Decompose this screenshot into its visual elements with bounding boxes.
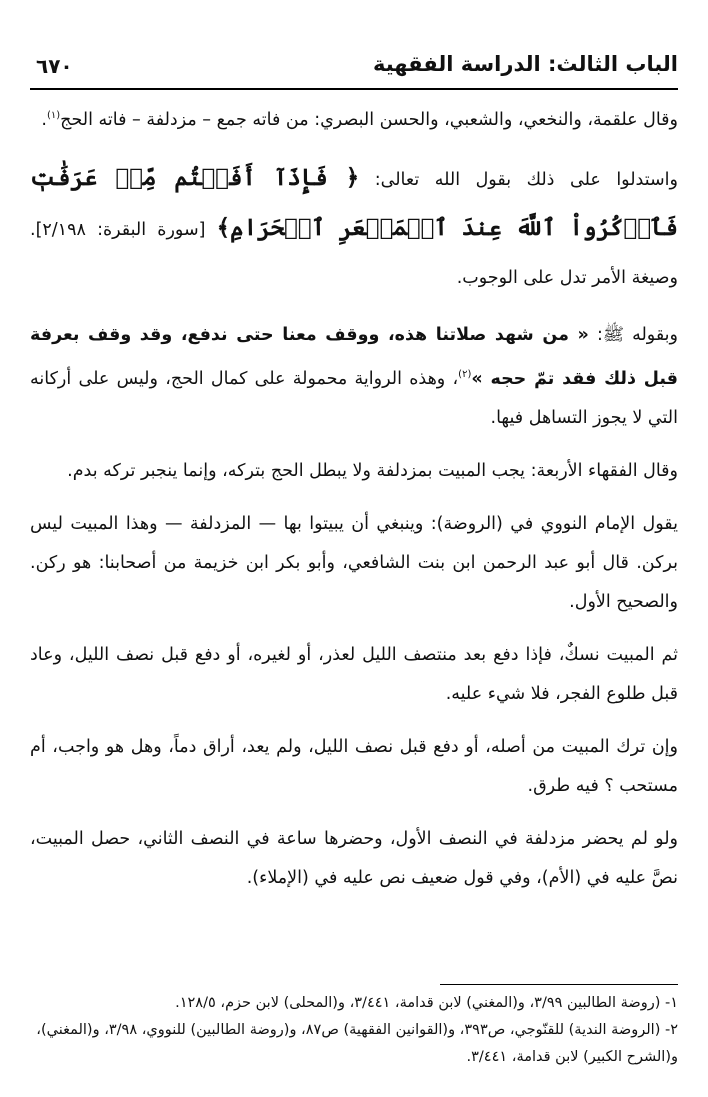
paragraph-2 [30, 154, 678, 302]
page-header [30, 52, 678, 86]
paragraph-1: وقال علقمة، والنخعي، والشعبي، والحسن البصري: من فاته جمع – مزدلفة – فاته الحج$^{(١)}$. [41, 109, 678, 130]
page-number: ٦٧٠ [36, 54, 73, 78]
hadith-quote: « من شهد صلاتنا هذه، ووقف معنا حتى ندفع، وقد وقف بعرفة قبل ذلك فقد تمّ حجه » [30, 324, 678, 389]
paragraph-8: ولو لم يحضر مزدلفة في النصف الأول، وحضرها ساعة في النصف الثاني، حصل المبيت، نصَّ عليه في (الأم)، وفي قول ضعيف نص عليه في (الإملاء). [30, 828, 678, 888]
paragraph-3-intro: وبقوله ﷺ: [588, 324, 678, 345]
paragraph-2-intro: واستدلوا على ذلك بقول الله تعالى: [374, 169, 678, 190]
paragraph-5: يقول الإمام النووي في (الروضة): وينبغي أن يبيتوا بها — المزدلفة — وهذا المبيت ليس بركن. قال أبو عبد الرحمن ابن بنت الشافعي، وأبو بكر ابن خزيمة من أصحابنا: هو ركن. والصحيح الأول. [30, 513, 678, 612]
paragraph-3-text: ، وهذه الرواية محمولة على كمال الحج، وليس على أركانه التي لا يجوز التساهل فيها. [30, 368, 678, 428]
paragraph-1-text: وقال علقمة، والنخعي، والشعبي، والحسن البصري: من فاته جمع – مزدلفة – فاته الحج [60, 109, 678, 130]
paragraph-6: ثم المبيت نسكٌ، فإذا دفع بعد منتصف الليل لعذر، أو لغيره، أو دفع قبل نصف الليل، وعاد قبل طلوع الفجر، فلا شيء عليه. [30, 644, 678, 704]
body-text [30, 96, 678, 912]
footnote-ref-2: (٢) [458, 368, 472, 380]
footnote-divider [440, 984, 678, 985]
footnote-1: ١- (روضة الطالبين ٣/٩٩، و(المغني) لابن قدامة، ٣/٤٤١، و(المحلى) لابن حزم، ١٢٨/٥. [175, 995, 678, 1011]
chapter-title: الباب الثالث: الدراسة الفقهية [372, 52, 678, 76]
paragraph-3 [30, 316, 678, 438]
footnote-2: ٢- (الروضة الندية) للقنّوجي، ص٣٩٣، و(القوانين الفقهية) ص٨٧، و(روضة الطالبين) للنووي، ٣/٩٨، و(المغني)، و(الشرح الكبير) لابن قدامة، ٣/٤٤١. [36, 1022, 678, 1065]
footnote-ref-1: (١) [46, 110, 61, 121]
paragraph-2-citation: [سورة البقرة: ٢/١٩٨]. وصيغة الأمر تدل على الوجوب. [30, 219, 678, 288]
header-divider [30, 88, 678, 90]
quran-verse: ﴿ فَإِذَآ أَفَضۡتُم مِّنۡ عَرَفَٰتٖ فَٱذۡكُرُواْ ٱللَّهَ عِندَ ٱلۡمَشۡعَرِ ٱلۡحَرَامِ﴾ [30, 163, 678, 241]
paragraph-7: وإن ترك المبيت من أصله، أو دفع قبل نصف الليل، ولم يعد، أراق دماً، وهل هو واجب، أم مستحب ؟ فيه طرق. [30, 736, 678, 796]
paragraph-4: وقال الفقهاء الأربعة: يجب المبيت بمزدلفة ولا يبطل الحج بتركه، وإنما ينجبر تركه بدم. [67, 460, 678, 481]
footnotes [30, 990, 678, 1071]
